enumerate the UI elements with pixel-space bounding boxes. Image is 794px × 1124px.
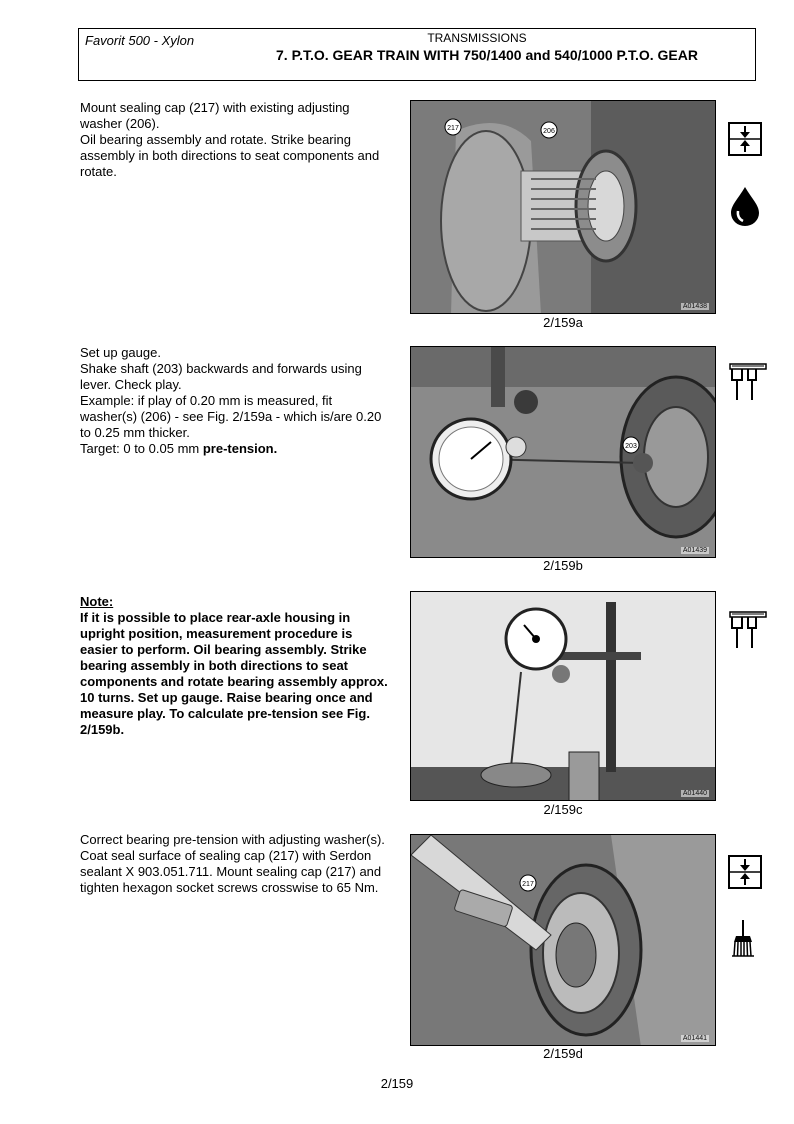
page-header <box>78 28 756 81</box>
step-2-line-2: Shake shaft (203) backwards and forwards using lever. Check play. <box>80 361 362 392</box>
press-fit-icon <box>728 855 764 894</box>
photo-2-159c <box>410 591 716 801</box>
step-1-line-1: Mount sealing cap (217) with existing adjusting washer (206). <box>80 100 350 131</box>
photo-code: A01439 <box>682 547 707 554</box>
model-name: Favorit 500 - Xylon <box>85 33 195 48</box>
step-2-target <box>80 441 390 457</box>
sealant-brush-icon <box>728 918 764 963</box>
chapter-title: 7. P.T.O. GEAR TRAIN WITH 750/1400 and 540/1000 P.T.O. GEAR <box>276 47 698 63</box>
figure-caption-2-159c: 2/159c <box>543 802 583 817</box>
measuring-caliper-icon <box>728 358 764 407</box>
section-name: TRANSMISSIONS <box>427 31 527 45</box>
photo-code: A01438 <box>682 303 707 310</box>
step-1-line-2: Oil bearing assembly and rotate. Strike bearing assembly in both directions to seat components and rotate. <box>80 132 380 179</box>
photo-2-159a <box>410 100 716 314</box>
target-prefix: Target: 0 to 0.05 mm <box>80 441 203 456</box>
target-bold: pre-tension. <box>202 441 278 456</box>
step-2-text <box>80 345 390 457</box>
note-text: If it is possible to place rear-axle housing in upright position, measurement procedure is easier to perform. Oil bearing assembly. Strike bearing assembly in both directions to seat components and rotate bearing assembly approx. 10 turns. Set up gauge. Raise bearing once and measure play. To calculate pre-tension see Fig. 2/159b. <box>80 610 388 737</box>
figure-caption-2-159d: 2/159d <box>543 1046 583 1061</box>
note-title: Note: <box>80 594 114 609</box>
figure-caption-2-159b: 2/159b <box>543 558 583 573</box>
photo-label-217: 217 <box>447 125 459 132</box>
page-number: 2/159 <box>380 1076 414 1091</box>
photo-label-217: 217 <box>522 881 534 888</box>
step-4-line-1: Correct bearing pre-tension with adjusting washer(s). <box>80 832 385 847</box>
photo-label-203: 203 <box>625 443 637 450</box>
photo-code: A01441 <box>682 1035 707 1042</box>
photo-2-159b <box>410 346 716 558</box>
step-2-line-3: Example: if play of 0.20 mm is measured, fit washer(s) (206) - see Fig. 2/159a - which is/are 0.20 to 0.25 mm thicker. <box>80 393 382 440</box>
measuring-caliper-icon <box>728 606 764 655</box>
photo-2-159d <box>410 834 716 1046</box>
press-fit-icon <box>728 122 764 161</box>
step-4-line-2: Coat seal surface of sealing cap (217) with Serdon sealant X 903.051.711. Mount sealing cap (217) and tighten hexagon socket screws crosswise to 65 Nm. <box>80 848 382 895</box>
step-4-text <box>80 832 390 896</box>
photo-label-206: 206 <box>543 128 555 135</box>
step-3-note <box>80 594 390 738</box>
oil-drop-icon <box>728 185 764 232</box>
step-2-line-1: Set up gauge. <box>80 345 161 360</box>
photo-code: A01440 <box>682 790 707 797</box>
figure-caption-2-159a: 2/159a <box>543 315 583 330</box>
step-1-text <box>80 100 390 180</box>
